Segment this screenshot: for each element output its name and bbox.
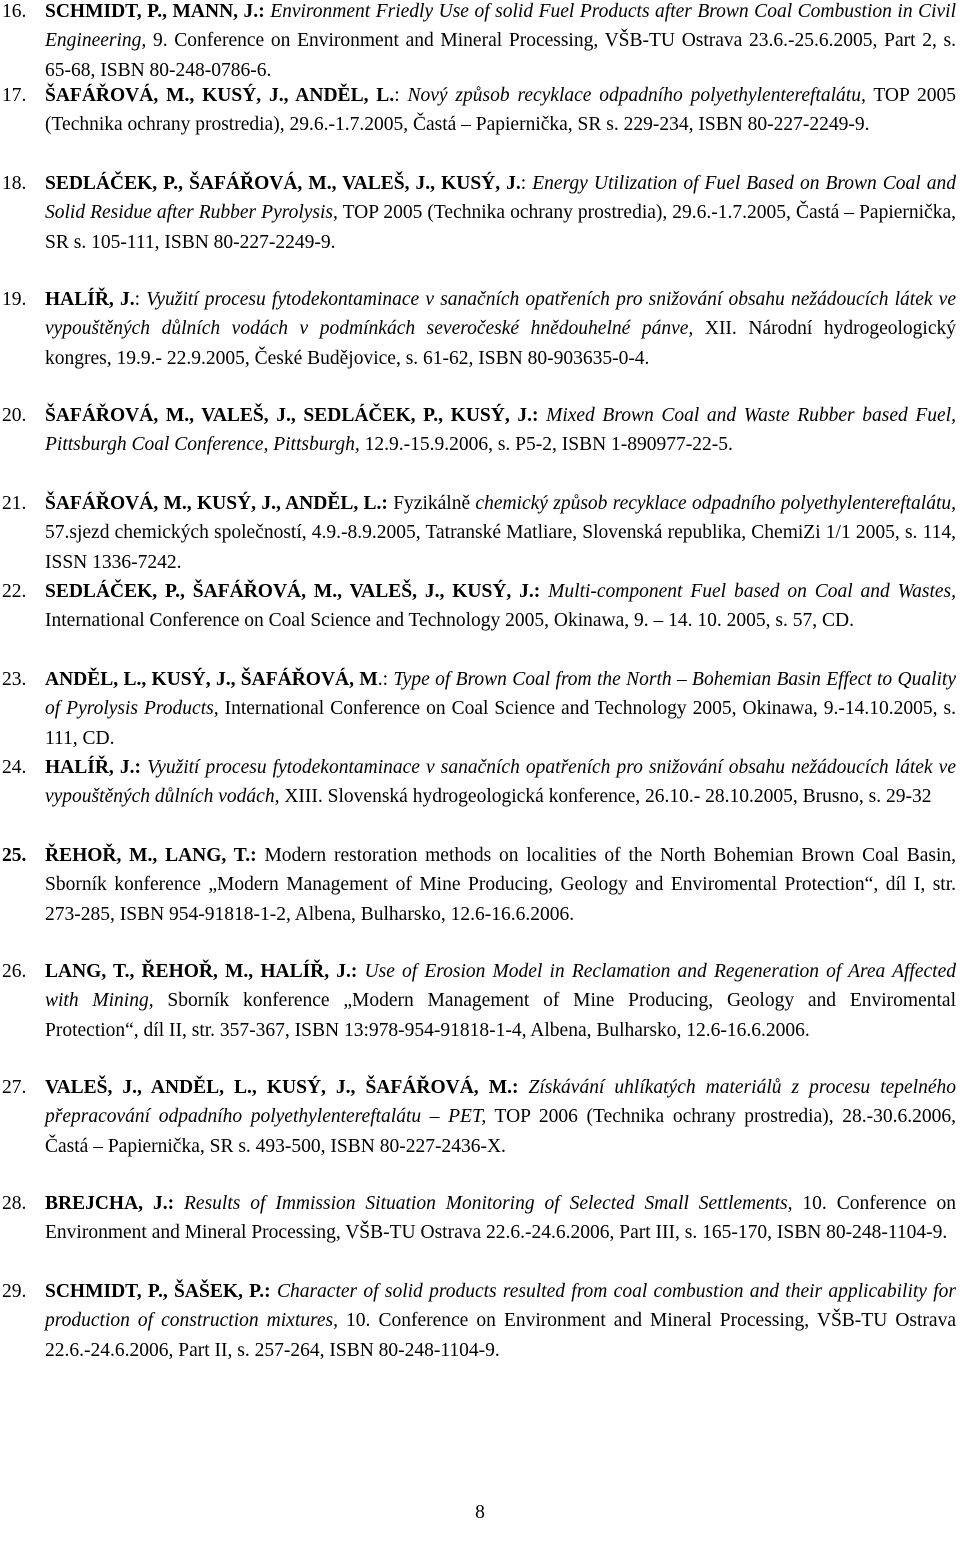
reference-authors: : xyxy=(134,757,142,778)
reference-number: 22. xyxy=(2,581,27,602)
reference-title: Type of Brown Coal from the North – Bohemian Basin Effect to Quality of Pyrolysis Products, xyxy=(45,669,957,720)
reference-authors: ŠAFÁŘOVÁ, M., KUSÝ, J., ANDĚL, L. xyxy=(45,85,395,106)
reference-title: Results of Immission Situation Monitoring of Selected Small Settlements, xyxy=(174,1193,793,1214)
reference-item xyxy=(0,169,960,257)
reference-item xyxy=(0,285,960,373)
reference-text: International Conference on Coal Science and Technology 2005, Okinawa, 9. – 14. 10. 2005, s. 57, CD. xyxy=(45,610,854,632)
reference-authors: : xyxy=(258,1,265,22)
reference-text: TOP 2006 (Technika ochrany prostredia), 28.-30.6.2006, Častá – Papiernička, SR s. 493-500, ISBN 80-227-2436-X. xyxy=(45,1106,956,1157)
reference-number: 16. xyxy=(2,1,27,22)
reference-text: XII. Národní hydrogeologický kongres, 19.9.- 22.9.2005, České Budějovice, s. 61-62, ISBN 80-903635-0-4. xyxy=(45,318,956,369)
reference-number: 21. xyxy=(2,493,27,514)
reference-title: Environment Friedly Use of solid Fuel Products after Brown Coal Combustion in Civil Engineering, xyxy=(45,1,956,52)
reference-text: Modern restoration methods on localities of the North Bohemian Brown Coal Basin, Sborník konference „Modern Management of Mine Producing, Geology and Enviromental Protection“, díl I, str. 273-285, ISBN 954-91818-1-2, Albena, Bulharsko, 12.6-16.6.2006. xyxy=(45,845,956,925)
reference-authors: HALÍŘ, J. xyxy=(45,289,135,310)
reference-authors: ANDĚL, L., KUSÝ, J., ŠAFÁŘOVÁ, M xyxy=(45,669,378,690)
reference-number: 26. xyxy=(2,961,27,982)
reference-text: 9. Conference on Environment and Mineral Processing, VŠB-TU Ostrava 23.6.-25.6.2005, Part 2, s. 65-68, ISBN 80-248-0786-6. xyxy=(45,30,956,81)
reference-title: Získávání uhlíkatých materiálů z procesu tepelného přepracování odpadního polyethylentereftalátu – PET, xyxy=(45,1077,956,1128)
reference-text: Sborník konference „Modern Management of Mine Producing, Geology and Enviromental Protection“, díl II, str. 357-367, ISBN 13:978-954-91818-1-4, Albena, Bulharsko, 12.6-16.6.2006. xyxy=(45,990,956,1041)
reference-item xyxy=(0,489,960,577)
reference-text: XIII. Slovenská hydrogeologická konference, 26.10.- 28.10.2005, Brusno, s. 29-32 xyxy=(279,786,932,808)
reference-authors: : xyxy=(533,581,541,602)
reference-text: TOP 2005 (Technika ochrany prostredia), 29.6.-1.7.2005, Častá – Papiernička, SR s. 105-111, ISBN 80-227-2249-9. xyxy=(45,202,956,253)
reference-text: TOP 2005 (Technika ochrany prostredia), 29.6.-1.7.2005, Častá – Papiernička, SR s. 229-234, ISBN 80-227-2249-9. xyxy=(45,85,957,136)
reference-number: 29. xyxy=(2,1281,27,1302)
reference-text: .: xyxy=(377,669,389,690)
reference-title: chemický způsob recyklace odpadního polyethylentereftalátu, xyxy=(470,493,956,514)
reference-title: Use of Erosion Model in Reclamation and Regeneration of Area Affected with Mining, xyxy=(45,961,956,1012)
reference-authors: : xyxy=(531,405,539,426)
reference-item xyxy=(0,1073,960,1161)
reference-authors: LANG, T., ŘEHOŘ, M., HALÍŘ, J. xyxy=(45,961,351,982)
reference-number: 18. xyxy=(2,173,27,194)
reference-number: 20. xyxy=(2,405,27,426)
reference-number: 28. xyxy=(2,1193,27,1214)
reference-item xyxy=(0,81,960,140)
page-number: 8 xyxy=(475,1502,485,1523)
reference-item xyxy=(0,1277,960,1365)
reference-authors: BREJCHA, J. xyxy=(45,1193,168,1214)
reference-authors: : xyxy=(167,1193,175,1214)
reference-number: 24. xyxy=(2,757,27,778)
reference-authors: : xyxy=(350,961,358,982)
reference-title: Character of solid products resulted from coal combustion and their applicability for production of construction mixtures, xyxy=(45,1281,957,1332)
reference-item xyxy=(0,401,960,460)
reference-authors: SCHMIDT, P., ŠAŠEK, P. xyxy=(45,1281,265,1302)
reference-title: Multi-component Fuel based on Coal and Wastes, xyxy=(540,581,956,602)
reference-authors: ŠAFÁŘOVÁ, M., KUSÝ, J., ANDĚL, L. xyxy=(45,493,382,514)
reference-title: Nový způsob recyklace odpadního polyethylentereftalátu, xyxy=(399,85,866,106)
reference-text: : xyxy=(394,85,400,106)
reference-text: : xyxy=(520,173,527,194)
reference-item xyxy=(0,753,960,812)
reference-title: Využití procesu fytodekontaminace v sanačních opatřeních pro snižování obsahu nežádoucích látek ve vypouštěných důlních vodách, xyxy=(45,757,956,808)
reference-item xyxy=(0,957,960,1045)
reference-item xyxy=(0,841,960,929)
reference-number: 17. xyxy=(2,85,27,106)
reference-authors: ŠAFÁŘOVÁ, M., VALEŠ, J., SEDLÁČEK, P., KUSÝ, J. xyxy=(45,405,532,426)
reference-authors: : xyxy=(250,845,257,866)
reference-authors: SEDLÁČEK, P., ŠAFÁŘOVÁ, M., VALEŠ, J., KUSÝ, J. xyxy=(45,581,534,602)
reference-text: 10. Conference on Environment and Mineral Processing, VŠB-TU Ostrava 22.6.-24.6.2006, Part III, s. 165-170, ISBN 80-248-1104-9. xyxy=(45,1193,956,1244)
reference-number: 25. xyxy=(2,845,27,866)
reference-authors: HALÍŘ, J. xyxy=(45,757,135,778)
reference-authors: SCHMIDT, P., MANN, J. xyxy=(45,1,259,22)
reference-title: Energy Utilization of Fuel Based on Brown Coal and Solid Residue after Rubber Pyrolysis, xyxy=(45,173,956,224)
reference-title: Mixed Brown Coal and Waste Rubber based Fuel, Pittsburgh Coal Conference, Pittsburgh, xyxy=(45,405,956,456)
reference-text: : xyxy=(134,289,141,310)
reference-text: International Conference on Coal Science and Technology 2005, Okinawa, 9.-14.10.2005, s. 111, CD. xyxy=(45,698,956,749)
reference-authors: : xyxy=(381,493,388,514)
reference-item xyxy=(0,665,960,753)
reference-authors: : xyxy=(264,1281,271,1302)
reference-item xyxy=(0,1189,960,1248)
reference-text: Fyzikálně xyxy=(387,493,471,514)
reference-item xyxy=(0,0,960,85)
reference-text: 10. Conference on Environment and Mineral Processing, VŠB-TU Ostrava 22.6.-24.6.2006, Part II, s. 257-264, ISBN 80-248-1104-9. xyxy=(45,1310,956,1361)
reference-authors: ŘEHOŘ, M., LANG, T. xyxy=(45,845,251,866)
reference-authors: SEDLÁČEK, P., ŠAFÁŘOVÁ, M., VALEŠ, J., KUSÝ, J. xyxy=(45,173,521,194)
reference-text: 12.9.-15.9.2006, s. P5-2, ISBN 1-890977-22-5. xyxy=(359,434,733,456)
reference-title: Využití procesu fytodekontaminace v sanačních opatřeních pro snižování obsahu nežádoucích látek ve vypouštěných důlních vodách v podmínkách severočeské hnědouhelné pánve, xyxy=(45,289,956,340)
reference-text: 57.sjezd chemických společností, 4.9.-8.9.2005, Tatranské Matliare, Slovenská republika, ChemiZi 1/1 2005, s. 114, ISSN 1336-7242. xyxy=(45,522,956,573)
reference-authors: : xyxy=(512,1077,519,1098)
reference-number: 19. xyxy=(2,289,27,310)
reference-number: 23. xyxy=(2,669,27,690)
reference-authors: VALEŠ, J., ANDĚL, L., KUSÝ, J., ŠAFÁŘOVÁ, M. xyxy=(45,1077,512,1098)
reference-number: 27. xyxy=(2,1077,27,1098)
reference-item xyxy=(0,577,960,636)
